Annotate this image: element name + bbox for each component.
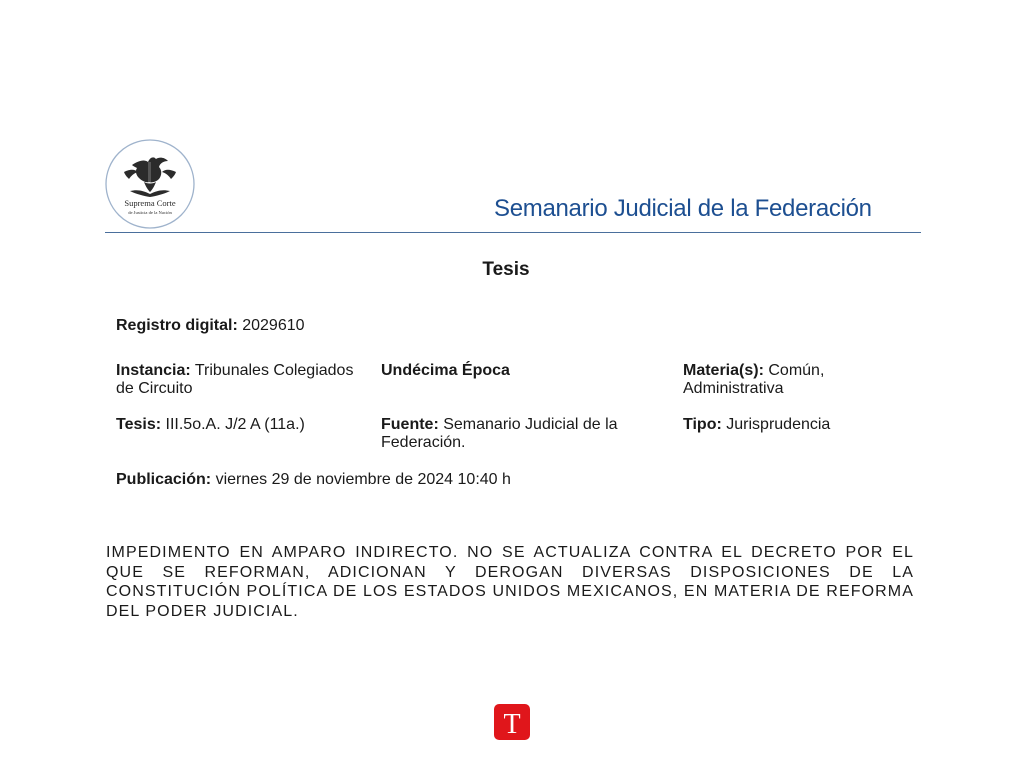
- fuente-field: [381, 416, 671, 452]
- registro-label: Registro digital:: [116, 317, 238, 334]
- publicacion-value: viernes 29 de noviembre de 2024 10:40 h: [215, 471, 511, 488]
- tesis-label: Tesis:: [116, 416, 162, 433]
- t-logo-letter: T: [503, 709, 521, 740]
- scjn-logo: [104, 139, 196, 229]
- publicacion-label: Publicación:: [116, 471, 212, 488]
- fuente-value: Semanario Judicial de la Federación.: [381, 416, 618, 451]
- logo-line1: Suprema Corte: [124, 198, 176, 208]
- materia-field: [683, 362, 903, 398]
- tesis-field: [116, 416, 366, 434]
- t-logo-badge[interactable]: [494, 704, 530, 740]
- registro-value: 2029610: [242, 317, 305, 334]
- instancia-label: Instancia:: [116, 362, 191, 379]
- epoca-field: [381, 362, 510, 380]
- t-logo-icon: [494, 704, 530, 740]
- registro-field: [116, 317, 305, 335]
- publicacion-field: [116, 471, 511, 489]
- eagle-seal-icon: [104, 139, 196, 229]
- instancia-field: [116, 362, 356, 398]
- tipo-field: [683, 416, 830, 434]
- tipo-label: Tipo:: [683, 416, 722, 433]
- header-divider: [105, 232, 921, 233]
- tesis-rubro: IMPEDIMENTO EN AMPARO INDIRECTO. NO SE ACTUALIZA CONTRA EL DECRETO POR EL QUE SE REFORMAN, ADICIONAN Y DEROGAN DIVERSAS DISPOSICIONES DE LA CONSTITUCIÓN POLÍTICA DE LOS ESTADOS UNIDOS MEXICANOS, EN MATERIA DE REFORMA DEL PODER JUDICIAL.: [106, 544, 914, 620]
- publication-title: Semanario Judicial de la Federación: [494, 195, 872, 222]
- materia-label: Materia(s):: [683, 362, 764, 379]
- tipo-value: Jurisprudencia: [726, 416, 831, 433]
- epoca-value: Undécima Época: [381, 362, 510, 379]
- document-type-heading: Tesis: [482, 259, 530, 280]
- instancia-value: Tribunales Colegiados de Circuito: [116, 362, 354, 397]
- materia-value: Común, Administrativa: [683, 362, 825, 397]
- logo-line2: de Justicia de la Nación: [128, 210, 172, 215]
- tesis-value: III.5o.A. J/2 A (11a.): [165, 416, 305, 433]
- fuente-label: Fuente:: [381, 416, 439, 433]
